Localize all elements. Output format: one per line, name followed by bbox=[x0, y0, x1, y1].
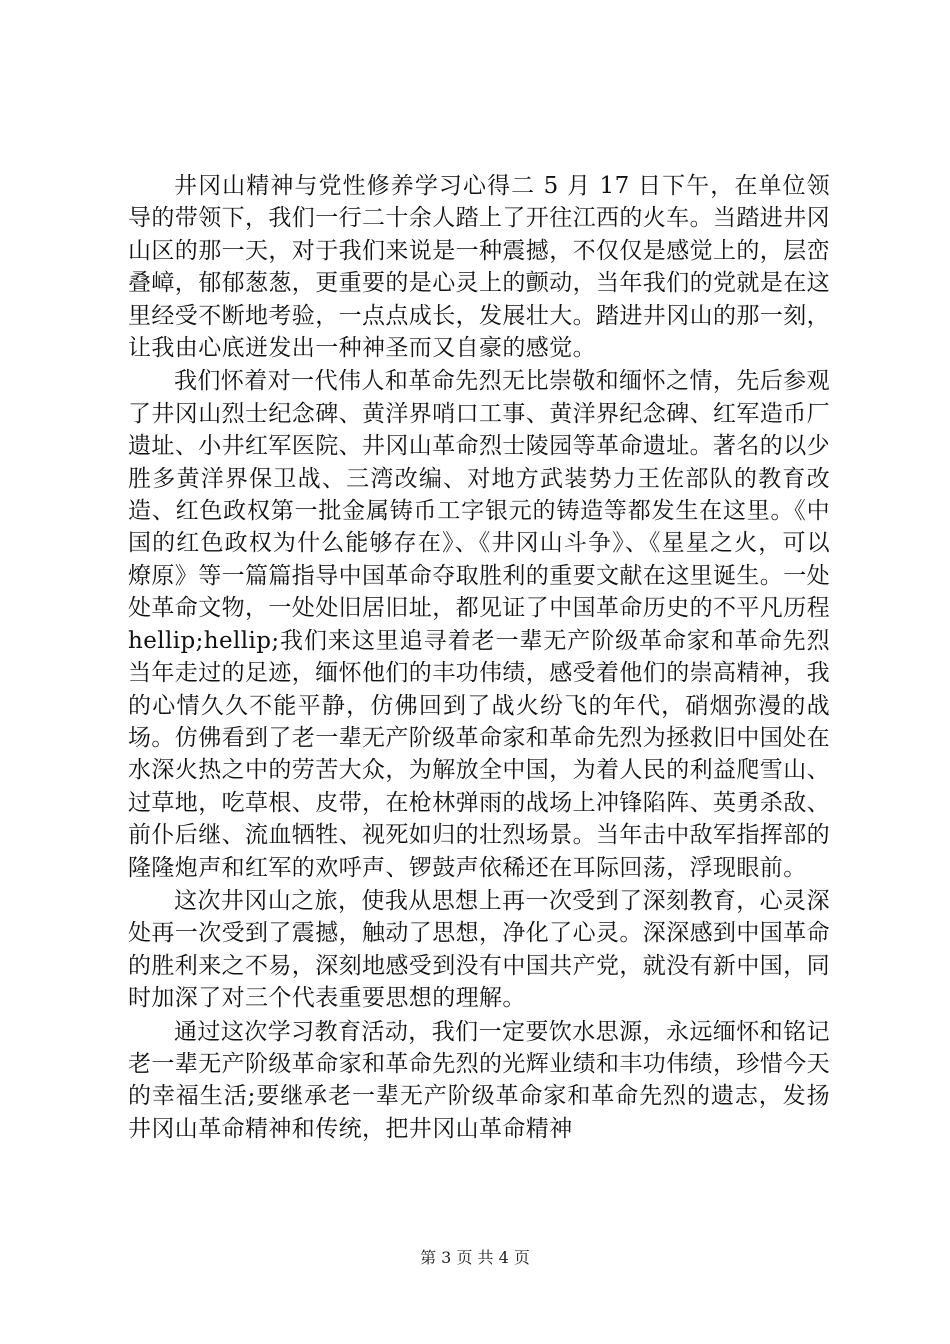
paragraph-1: 井冈山精神与党性修养学习心得二 5 月 17 日下午，在单位领导的带领下，我们一行二十余人踏上了开往江西的火车。当踏进井冈山区的那一天，对于我们来说是一种震撼，不仅仅是感觉上的，层峦叠嶂，郁郁葱葱，更重要的是心灵上的颤动，当年我们的党就是在这里经受不断地考验，一点点成长，发展壮大。踏进井冈山的那一刻，让我由心底迸发出一种神圣而又自豪的感觉。 bbox=[128, 173, 830, 362]
paragraph-3: 这次井冈山之旅，使我从思想上再一次受到了深刻教育，心灵深处再一次受到了震撼，触动了思想，净化了心灵。深深感到中国革命的胜利来之不易，深刻地感受到没有中国共产党，就没有新中国，同时加深了对三个代表重要思想的理解。 bbox=[128, 887, 830, 1012]
paragraph-2: 我们怀着对一代伟人和革命先烈无比崇敬和缅怀之情，先后参观了井冈山烈士纪念碑、黄洋界哨口工事、黄洋界纪念碑、红军造币厂遗址、小井红军医院、井冈山革命烈士陵园等革命遗址。著名的以少胜多黄洋界保卫战、三湾改编、对地方武装势力王佐部队的教育改造、红色政权第一批金属铸币工字银元的铸造等都发生在这里。《中国的红色政权为什么能够存在》、《井冈山斗争》、《星星之火，可以燎原》等一篇篇指导中国革命夺取胜利的重要文献在这里诞生。一处处革命文物，一处处旧居旧址，都见证了中国革命历史的不平凡历程hellip;hellip;我们来这里追寻着老一辈无产阶级革命家和革命先烈当年走过的足迹，缅怀他们的丰功伟绩，感受着他们的崇高精神，我的心情久久不能平静，仿佛回到了战火纷飞的年代，硝烟弥漫的战场。仿佛看到了老一辈无产阶级革命家和革命先烈为拯救旧中国处在水深火热之中的劳苦大众，为解放全中国，为着人民的利益爬雪山、过草地，吃草根、皮带，在枪林弹雨的战场上冲锋陷阵、英勇杀敌、前仆后继、流血牺牲、视死如归的壮烈场景。当年击中敌军指挥部的隆隆炮声和红军的欢呼声、锣鼓声依稀还在耳际回荡，浮现眼前。 bbox=[128, 368, 830, 881]
page-number-footer: 第 3 页 共 4 页 bbox=[420, 1248, 530, 1267]
paragraph-4: 通过这次学习教育活动，我们一定要饮水思源，永远缅怀和铭记老一辈无产阶级革命家和革命先烈的光辉业绩和丰功伟绩，珍惜今天的幸福生活;要继承老一辈无产阶级革命家和革命先烈的遗志，发扬井冈山革命精神和传统，把井冈山革命精神 bbox=[128, 1018, 830, 1142]
document-body bbox=[128, 170, 830, 1146]
